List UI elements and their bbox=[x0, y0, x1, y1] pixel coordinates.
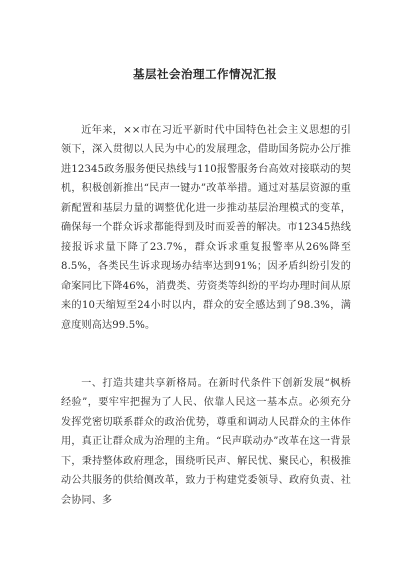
paragraph-section-one: 一、打造共建共享新格局。在新时代条件下创新发展“枫桥经验”，要牢牢把握为了人民、依靠人民这一基本点。必须充分发挥党密切联系群众的政治优势，尊重和调动人民群众的主体作用，真正让群众成为治理的主角。“民声联动办”改革在这一背景下，秉持整体政府理念，围绕听民声、解民忧、聚民心，积极推动公共服务的供给侧改革，致力于构建党委领导、政府负责、社会协同、多 bbox=[61, 378, 351, 506]
document-title: 基层社会治理工作情况汇报 bbox=[133, 67, 277, 81]
paragraph-intro: 近年来，××市在习近平新时代中国特色社会主义思想的引领下，深入贯彻以人民为中心的发展理念，借助国务院办公厅推进12345政务服务便民热线与110报警服务台高效对接联动的契机，积极创新推出“民声一键办”改革举措。通过对基层资源的重新配置和基层力量的调整优化进一步推动基层治理模式的变革，确保每一个群众诉求都能得到及时而妥善的解决。市12345热线接报诉求量下降了23.7%，群众诉求重复报警率从26%降至8.5%，各类民生诉求现场办结率达到91%；因矛盾纠纷引发的命案同比下降46%，消费类、劳资类等纠纷的平均办理时间从原来的10天缩短至24小时以内，群众的安全感达到了98.3%，满意度则高达99.5%。 bbox=[61, 125, 351, 331]
